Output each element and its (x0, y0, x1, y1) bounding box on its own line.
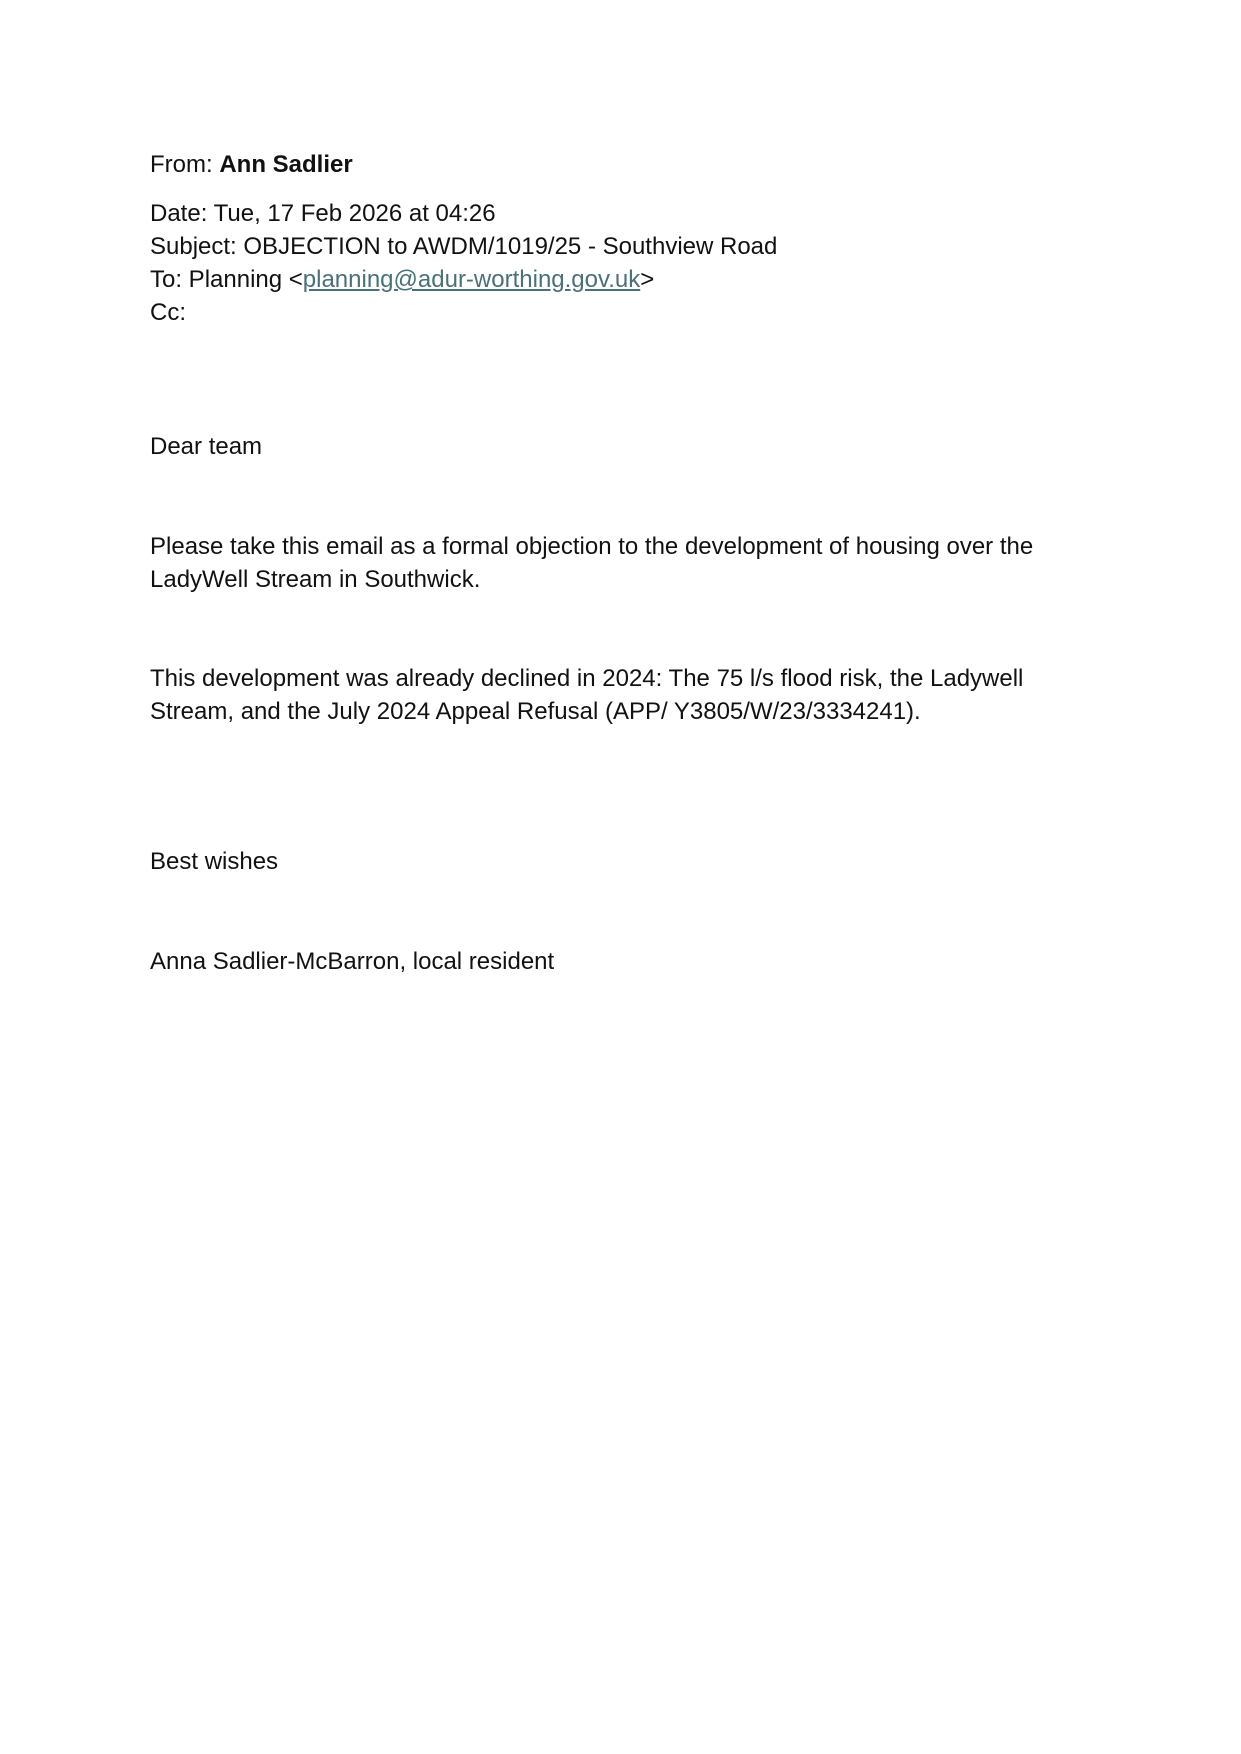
signature: Anna Sadlier-McBarron, local resident (150, 948, 555, 975)
greeting: Dear team (150, 433, 263, 460)
cc-line: Cc: (150, 299, 186, 326)
subject-line: Subject: OBJECTION to AWDM/1019/25 - Southview Road (150, 233, 778, 260)
date-line: Date: Tue, 17 Feb 2026 at 04:26 (150, 200, 496, 227)
paragraph-history: This development was already declined in 2024: The 75 l/s flood risk, the Ladywell Stream, and the July 2024 Appeal Refusal (APP/ Y3805/W/23/3334241). (150, 665, 1024, 725)
planning-email-link[interactable]: planning@adur-worthing.gov.uk (302, 266, 641, 293)
to-suffix: > (640, 266, 655, 293)
to-prefix: To: Planning < (150, 266, 303, 293)
sign-off: Best wishes (150, 848, 279, 875)
from-label: From: (150, 151, 220, 178)
from-name: Ann Sadlier (219, 151, 353, 178)
to-line (150, 263, 654, 296)
from-line (150, 148, 353, 181)
paragraph-objection: Please take this email as a formal objection to the development of housing over the LadyWell Stream in Southwick. (150, 533, 1034, 593)
